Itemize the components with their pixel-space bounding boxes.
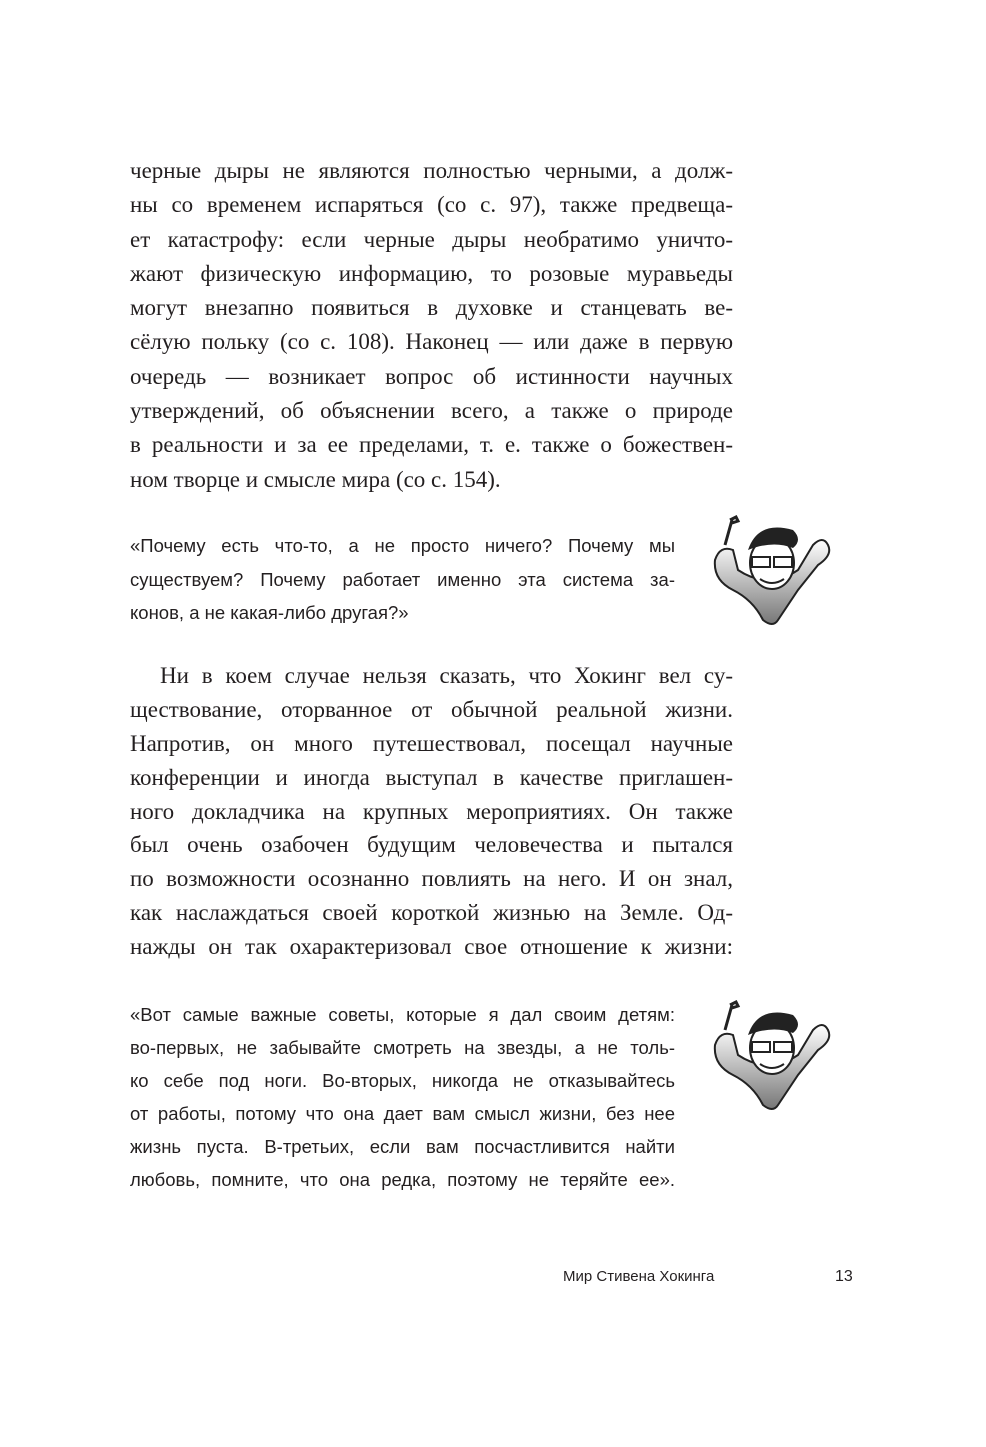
text-line: утверждений, об объяснении всего, а также о природе [130, 398, 733, 424]
text-line: сёлую польку (со с. 108). Наконец — или даже в первую [130, 329, 733, 355]
text-line: Ни в коем случае нельзя сказать, что Хокинг вел су- [160, 663, 733, 688]
text-line: конференции и иногда выступал в качестве приглашен- [130, 764, 733, 790]
body-paragraph-2 [130, 659, 733, 964]
text-line: был очень озабочен будущим человечества и пытался [130, 832, 733, 858]
quote-line: конов, а не какая-либо другая?» [130, 602, 409, 624]
hawking-cartoon-icon [700, 515, 850, 635]
hawking-quote-2 [130, 998, 675, 1196]
text-line: могут внезапно появиться в духовке и станцевать ве- [130, 295, 733, 321]
text-line: Напротив, он много путешествовал, посещал научные [130, 730, 733, 756]
text-line: ны со временем испаряться (со с. 97), также предвеща- [130, 192, 733, 218]
text-line: ном творце и смысле мира (со с. 154). [130, 466, 501, 492]
hawking-cartoon-icon [700, 1000, 850, 1120]
quote-line: «Вот самые важные советы, которые я дал своим детям: [130, 1004, 675, 1025]
quote-line: любовь, помните, что она редка, поэтому не теряйте ее». [130, 1169, 675, 1190]
text-line: жают физическую информацию, то розовые муравьеды [130, 260, 733, 286]
text-line: в реальности и за ее пределами, т. е. также о божествен- [130, 432, 733, 458]
quote-line: ко себе под ноги. Во-вторых, никогда не отказывайтесь [130, 1070, 675, 1091]
text-line: по возможности осознанно повлиять на него. И он знал, [130, 866, 733, 892]
text-line: ного докладчика на крупных мероприятиях. Он также [130, 798, 733, 824]
text-line: как наслаждаться своей короткой жизнью на Земле. Од- [130, 900, 733, 926]
text-line: очередь — возникает вопрос об истинности научных [130, 363, 733, 389]
quote-line: от работы, потому что она дает вам смысл жизни, без нее [130, 1103, 675, 1124]
quote-line: «Почему есть что-то, а не просто ничего? Почему мы [130, 535, 675, 556]
text-line: ществование, оторванное от обычной реальной жизни. [130, 696, 733, 722]
text-line: нажды он так охарактеризовал свое отношение к жизни: [130, 934, 733, 960]
quote-line: во-первых, не забывайте смотреть на звезды, а не толь- [130, 1037, 675, 1058]
running-title: Мир Стивена Хокинга [563, 1268, 715, 1285]
body-paragraph-1 [130, 154, 733, 497]
quote-line: жизнь пуста. В-третьих, если вам посчастливится найти [130, 1136, 675, 1157]
text-line: черные дыры не являются полностью черными, а долж- [130, 158, 733, 183]
text-line: ет катастрофу: если черные дыры необратимо уничто- [130, 226, 733, 252]
page-number: 13 [835, 1268, 853, 1285]
hawking-quote-1 [130, 529, 675, 630]
quote-line: существуем? Почему работает именно эта система за- [130, 568, 675, 590]
